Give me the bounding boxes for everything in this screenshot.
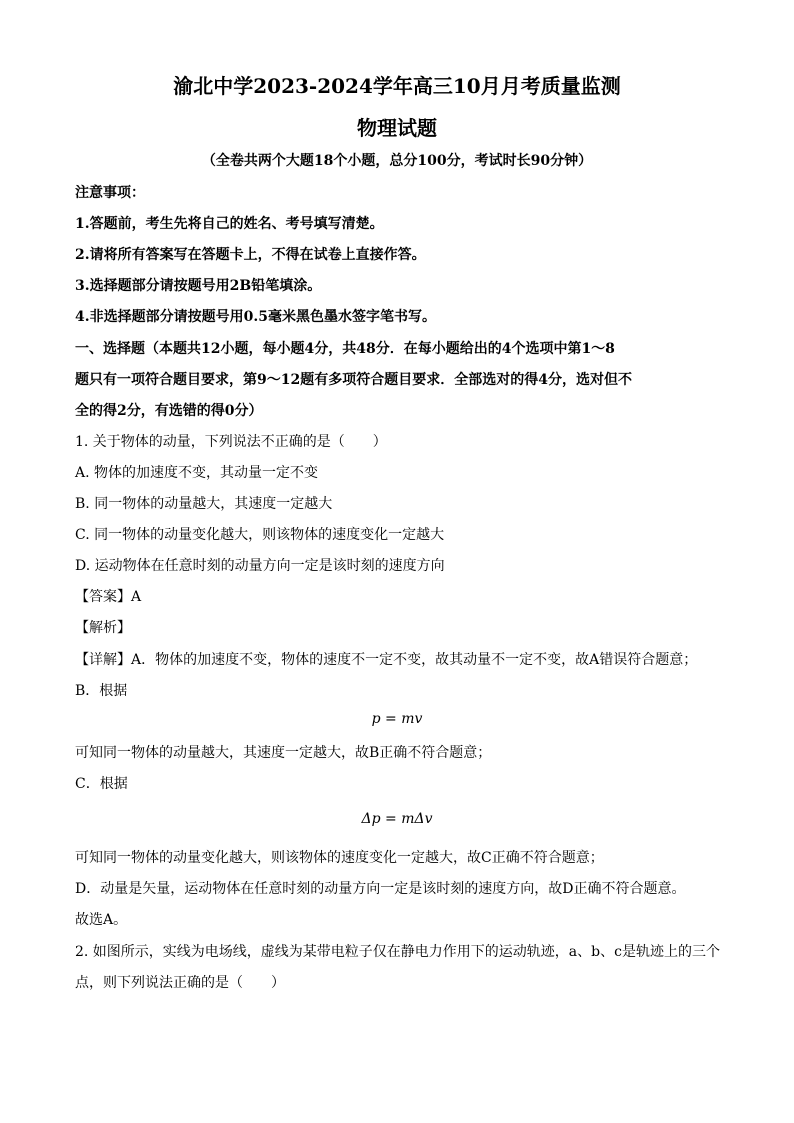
question-1-option-c: C. 同一物体的动量变化越大，则该物体的速度变化一定越大 bbox=[75, 527, 445, 543]
question-1-stem: 1. 关于物体的动量，下列说法不正确的是（ ） bbox=[75, 434, 387, 450]
question-1-option-b: B. 同一物体的动量越大，其速度一定越大 bbox=[75, 496, 333, 512]
section-heading-line: 题只有一项符合题目要求，第9～12题有多项符合题目要求．全部选对的得4分，选对但不 bbox=[75, 372, 632, 388]
section-heading-line: 全的得2分，有选错的得0分） bbox=[75, 403, 263, 419]
formula-momentum: p = mv bbox=[371, 711, 423, 727]
option-b-label: B．根据 bbox=[75, 683, 128, 699]
option-b-conclusion: 可知同一物体的动量越大，其速度一定越大，故B正确不符合题意； bbox=[75, 745, 492, 761]
notes-heading: 注意事项： bbox=[75, 185, 145, 201]
choice-conclusion: 故选A。 bbox=[75, 912, 128, 928]
note-item: 1.答题前，考生先将自己的姓名、考号填写清楚。 bbox=[75, 216, 384, 232]
answer-label: 【答案】A bbox=[75, 589, 142, 605]
question-2-stem: 2. 如图所示，实线为电场线，虚线为某带电粒子仅在静电力作用下的运动轨迹，a、b、c是轨迹上的三个 bbox=[75, 944, 720, 960]
option-c-conclusion: 可知同一物体的动量变化越大，则该物体的速度变化一定越大，故C正确不符合题意； bbox=[75, 850, 604, 866]
option-c-label: C．根据 bbox=[75, 776, 128, 792]
question-1-option-d: D. 运动物体在任意时刻的动量方向一定是该时刻的速度方向 bbox=[75, 558, 445, 574]
formula-momentum-change: Δp = mΔv bbox=[361, 811, 433, 827]
detail-text: 【详解】A．物体的加速度不变，物体的速度不一定不变，故其动量不一定不变，故A错误符合题意； bbox=[75, 652, 698, 668]
analysis-label: 【解析】 bbox=[75, 620, 131, 636]
note-item: 4.非选择题部分请按题号用0.5毫米黑色墨水签字笔书写。 bbox=[75, 309, 436, 325]
option-d-explanation: D．动量是矢量，运动物体在任意时刻的动量方向一定是该时刻的速度方向，故D正确不符合题意。 bbox=[75, 881, 686, 897]
exam-title: 渝北中学2023-2024学年高三10月月考质量监测 bbox=[173, 74, 621, 98]
question-1-option-a: A. 物体的加速度不变，其动量一定不变 bbox=[75, 465, 319, 481]
exam-scope: （全卷共两个大题18个小题，总分100分，考试时长90分钟） bbox=[201, 153, 593, 169]
note-item: 2.请将所有答案写在答题卡上，不得在试卷上直接作答。 bbox=[75, 247, 426, 263]
question-2-stem-continued: 点，则下列说法正确的是（ ） bbox=[75, 975, 285, 991]
section-heading-line: 一、选择题（本题共12小题，每小题4分，共48分．在每小题给出的4个选项中第1～8 bbox=[75, 341, 615, 357]
exam-subject: 物理试题 bbox=[357, 116, 437, 140]
note-item: 3.选择题部分请按题号用2B铅笔填涂。 bbox=[75, 278, 322, 294]
